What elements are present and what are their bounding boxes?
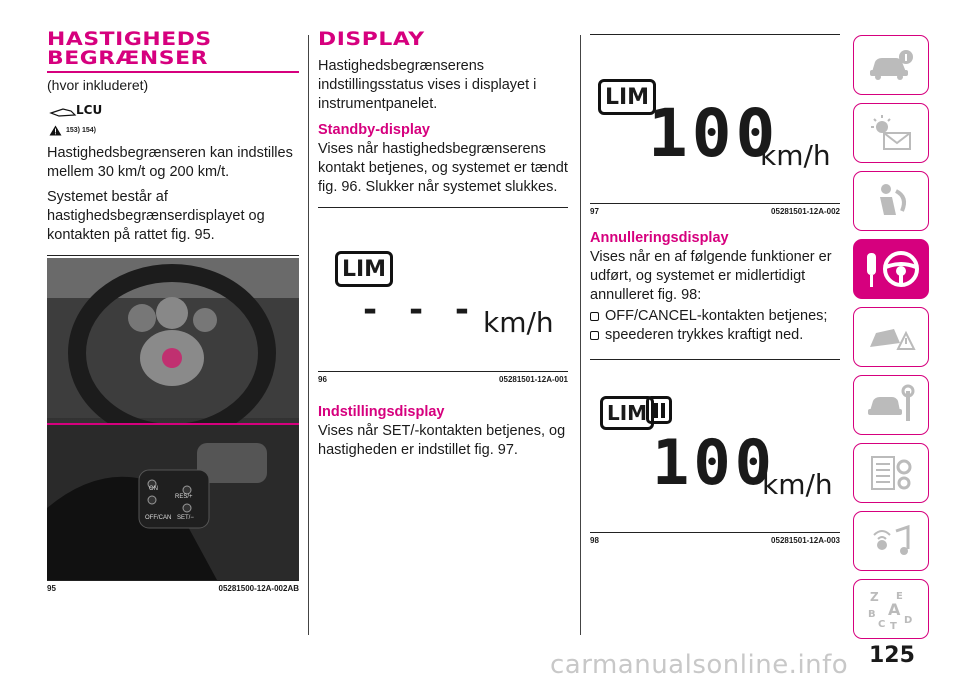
index-letters-icon — [866, 587, 916, 631]
list-item: speederen trykkes kraftigt ned. — [590, 326, 840, 345]
lim-indicator: LIM — [335, 251, 393, 287]
figure-caption — [47, 584, 299, 593]
lim-indicator: LIM — [600, 396, 654, 430]
column-separator-1 — [308, 35, 309, 635]
car-service-icon — [866, 385, 916, 425]
key-steering-wheel-icon — [861, 247, 921, 291]
middle-column — [318, 30, 568, 466]
heading-standby: Standby-display — [318, 122, 430, 138]
svg-text:T: T — [890, 621, 897, 632]
switch-label-set: SET/− — [177, 515, 194, 521]
figure-97 — [590, 35, 840, 203]
speed-dashes: - - - — [363, 290, 480, 330]
figure-98-caption — [590, 536, 840, 545]
figure-number: 98 — [590, 536, 599, 545]
speed-unit: km/h — [483, 306, 554, 339]
page-number: 125 — [869, 643, 915, 668]
speed-unit: km/h — [762, 468, 833, 501]
svg-text:D: D — [904, 615, 913, 626]
right-column — [590, 30, 840, 545]
figure-number: 95 — [47, 584, 56, 593]
speed-value: 100 — [648, 95, 780, 172]
hand-finger-lrc-icon — [49, 99, 103, 119]
bullet-icon — [590, 312, 599, 321]
tab-index[interactable] — [853, 579, 929, 639]
figure-code: 05281501-12A-003 — [771, 536, 840, 545]
figure-97-caption — [590, 207, 840, 216]
switch-label-res: RES/+ — [175, 494, 193, 500]
figure-98-rule-bottom — [590, 532, 840, 533]
tab-car-info[interactable] — [853, 35, 929, 95]
steering-wheel-illustration — [47, 258, 299, 580]
figure-code: 05281501-12A-001 — [499, 375, 568, 384]
seat-airbag-icon — [866, 181, 916, 221]
refs-row — [49, 125, 299, 136]
figure-number: 97 — [590, 207, 599, 216]
paragraph-standby: Vises når hastighedsbegrænserens kontakt betjenes, og systemet er tændt fig. 96. Slukker når systemet slukkes. — [318, 141, 568, 195]
figure-98 — [590, 360, 840, 532]
figure-96-caption — [318, 375, 568, 384]
paragraph-range: Hastighedsbegrænseren kan indstilles mellem 30 km/t og 200 km/t. — [47, 145, 293, 180]
svg-text:E: E — [896, 591, 903, 602]
switch-label-offcan: OFF/CAN — [145, 515, 172, 521]
column-separator-2 — [580, 35, 581, 635]
section-title-display: DISPLAY — [318, 28, 425, 50]
figure-95 — [47, 258, 299, 593]
tab-multimedia[interactable] — [853, 511, 929, 571]
svg-text:A: A — [888, 600, 901, 619]
heading-setting: Indstillingsdisplay — [318, 404, 445, 420]
technical-data-icon — [866, 453, 916, 493]
figure-97-rule-bottom — [590, 203, 840, 204]
switch-label-on: ON — [149, 486, 158, 492]
bullet-icon — [590, 331, 599, 340]
figure-number: 96 — [318, 375, 327, 384]
list-item: OFF/CANCEL-kontakten betjenes; — [590, 307, 840, 326]
warning-lights-mail-icon — [866, 113, 916, 153]
paragraph-setting: Vises når SET/-kontakten betjenes, og hastigheden er indstillet fig. 97. — [318, 423, 566, 458]
multimedia-icon — [866, 521, 916, 561]
svg-text:LCU: LCU — [76, 103, 103, 117]
figure-code: 05281501-12A-002 — [771, 207, 840, 216]
figure-rule-bottom — [47, 580, 299, 581]
pause-icon — [646, 396, 672, 424]
warning-triangle-icon — [49, 125, 62, 136]
tab-maintenance[interactable] — [853, 375, 929, 435]
paragraph-display: Hastighedsbegrænserens indstillingsstatus vises i displayet i instrumentpanelet. — [318, 58, 537, 112]
tab-warning-lights[interactable] — [853, 103, 929, 163]
left-column — [47, 30, 299, 593]
figure-code: 05281500-12A-002AB — [218, 584, 299, 593]
chapter-tabs — [853, 35, 931, 647]
paragraph-cancel: Vises når en af følgende funktioner er udført, og systemet er midlertidigt annulleret fig. 98: — [590, 249, 832, 303]
section-title-speed-limiter: HASTIGHEDS BEGRÆNSER — [47, 28, 212, 69]
figure-rule-top — [47, 255, 299, 256]
speed-unit: km/h — [760, 139, 831, 172]
tab-safety[interactable] — [853, 171, 929, 231]
car-emergency-icon — [866, 317, 916, 357]
svg-text:C: C — [878, 619, 886, 630]
speed-value: 100 — [652, 426, 776, 499]
paragraph-system: Systemet består af hastighedsbegrænserdisplayet og kontakten på rattet fig. 95. — [47, 189, 265, 243]
warning-row — [49, 99, 299, 119]
tab-emergency[interactable] — [853, 307, 929, 367]
title-rule — [47, 71, 299, 73]
lim-indicator: LIM — [598, 79, 656, 115]
svg-text:B: B — [868, 609, 876, 620]
steering-wheel-photo — [47, 258, 299, 580]
tab-starting-driving[interactable] — [853, 239, 929, 299]
refs-text: 153) 154) — [66, 127, 96, 134]
figure-96-rule-bottom — [318, 371, 568, 372]
subtitle: (hvor inkluderet) — [47, 77, 149, 93]
car-info-icon — [866, 48, 916, 82]
svg-text:Z: Z — [870, 590, 879, 604]
tab-technical-data[interactable] — [853, 443, 929, 503]
heading-cancel: Annulleringsdisplay — [590, 230, 729, 246]
figure-96 — [318, 208, 568, 371]
watermark: carmanualsonline.info — [550, 650, 849, 680]
